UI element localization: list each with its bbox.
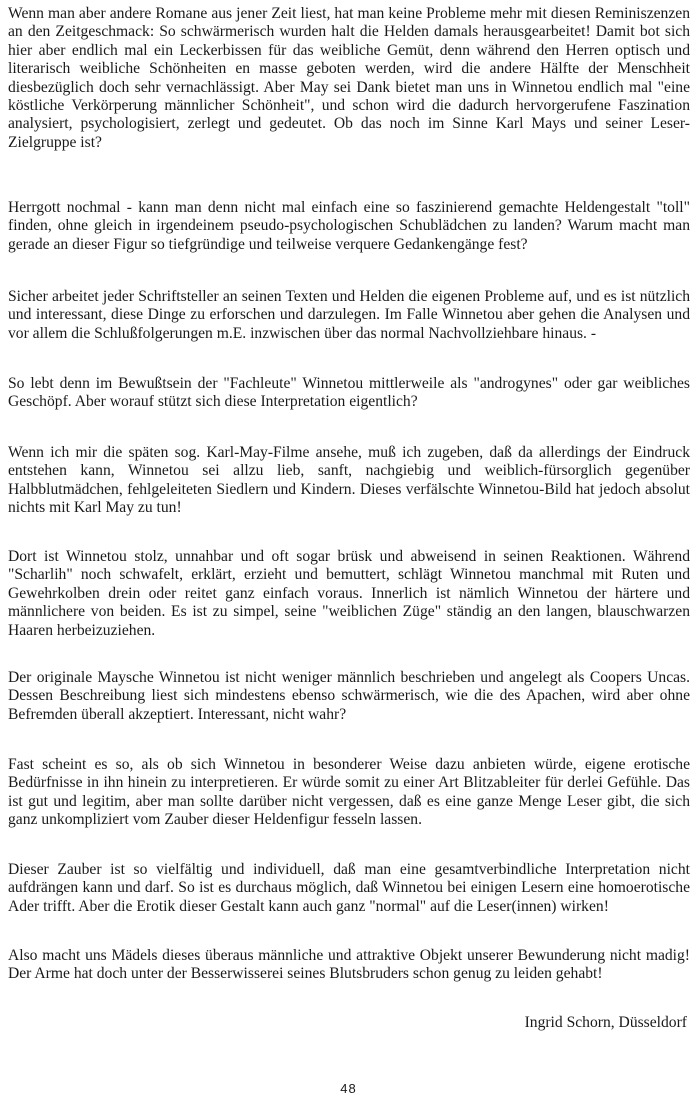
paragraph-6: Dort ist Winnetou stolz, unnahbar und oft sogar brüsk und abweisend in seinen Reaktionen. Während "Scharlih" noch schwafelt, erklärt, erzieht und bemuttert, schlägt Winnetou manchmal mit Ruten und Gewehrkolben drein oder reitet ganz einfach voraus. Innerlich ist nämlich Winnetou der härtere und männlichere von beiden. Es ist zu simpel, seine "weiblichen Züge" ständig an den langen, blauschwarzen Haaren herbeizuziehen. <box>8 548 690 639</box>
paragraph-3: Sicher arbeitet jeder Schriftsteller an seinen Texten und Helden die eigenen Probleme auf, und es ist nützlich und interessant, diese Dinge zu erforschen und darzulegen. Im Falle Winnetou aber gehen die Analysen und vor allem die Schlußfolgerungen m.E. inzwischen über das normal Nachvollziehbare hinaus. - <box>8 288 690 342</box>
author-signature: Ingrid Schorn, Düsseldorf <box>524 1014 687 1031</box>
paragraph-7: Der originale Maysche Winnetou ist nicht weniger männlich beschrieben und angelegt als Coopers Uncas. Dessen Beschreibung liest sich mindestens ebenso schwärmerisch, wie die des Apachen, wird aber ohne Befremden überall akzeptiert. Interessant, nicht wahr? <box>8 669 690 723</box>
paragraph-2: Herrgott nochmal - kann man denn nicht mal einfach eine so faszinierend gemachte Heldengestalt "toll" finden, ohne gleich in irgendeinem pseudo-psychologischen Schublädchen zu landen? Warum macht man gerade an dieser Figur so tiefgründige und teilweise verquere Gedankengänge fest? <box>8 199 690 253</box>
paragraph-4: So lebt denn im Bewußtsein der "Fachleute" Winnetou mittlerweile als "androgynes" oder gar weibliches Geschöpf. Aber worauf stützt sich diese Interpretation eigentlich? <box>8 375 690 411</box>
paragraph-8: Fast scheint es so, als ob sich Winnetou in besonderer Weise dazu anbieten würde, eigene erotische Bedürfnisse in ihn hinein zu interpretieren. Er würde somit zu einer Art Blitzableiter für derlei Gefühle. Das ist gut und legitim, aber man sollte darüber nicht vergessen, daß es eine ganze Menge Leser gibt, die sich ganz unkompliziert vom Zauber dieser Heldenfigur fesseln lassen. <box>8 756 690 829</box>
paragraph-5: Wenn ich mir die späten sog. Karl-May-Filme ansehe, muß ich zugeben, daß da allerdings der Eindruck entstehen kann, Winnetou sei allzu lieb, sanft, nachgiebig und weiblich-fürsorglich gegenüber Halbblutmädchen, fehlgeleiteten Siedlern und Kindern. Dieses verfälschte Winnetou-Bild hat jedoch absolut nichts mit Karl May zu tun! <box>8 444 690 517</box>
page-number: 48 <box>340 1081 357 1096</box>
paragraph-10: Also macht uns Mädels dieses überaus männliche und attraktive Objekt unserer Bewunderung nicht madig! Der Arme hat doch unter der Besserwisserei seines Blutsbruders schon genug zu leiden gehabt! <box>8 947 690 983</box>
paragraph-9: Dieser Zauber ist so vielfältig und individuell, daß man eine gesamtverbindliche Interpretation nicht aufdrängen kann und darf. So ist es durchaus möglich, daß Winnetou bei einigen Lesern eine homoerotische Ader trifft. Aber die Erotik dieser Gestalt kann auch ganz "normal" auf die Leser(innen) wirken! <box>8 861 690 915</box>
paragraph-1: Wenn man aber andere Romane aus jener Zeit liest, hat man keine Probleme mehr mit diesen Reminiszenzen an den Zeitgeschmack: So schwärmerisch wurden halt die Helden damals herausgearbeitet! Damit bot sich hier aber endlich mal ein Leckerbissen für das weibliche Gemüt, denn während den Herren optisch und literarisch weibliche Schönheiten en masse geboten werden, wird die andere Hälfte der Menschheit diesbezüglich doch sehr vernachlässigt. Aber May sei Dank bietet man uns in Winnetou endlich mal "eine köstliche Verkörperung männlicher Schönheit", und schon wird die dadurch hervorgerufene Faszination analysiert, psychologisiert, zerlegt und gedeutet. Ob das noch im Sinne Karl Mays und seiner Leser-Zielgruppe ist? <box>8 5 690 151</box>
